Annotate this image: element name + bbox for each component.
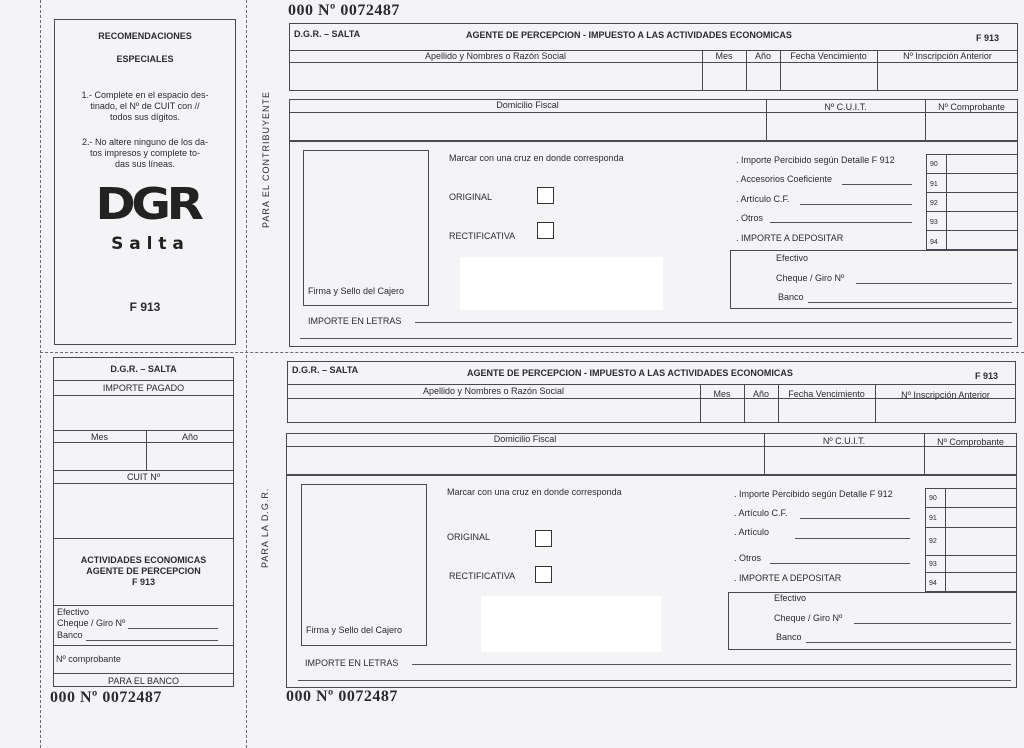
- recommendation-1-line-2: tinado, el Nº de CUIT con //: [90, 101, 200, 111]
- form-2-cheque-field[interactable]: [854, 623, 1011, 624]
- form-2-item-3-label: . Otros: [734, 553, 762, 563]
- form-2-original-label: ORIGINAL: [447, 532, 491, 542]
- form-2-original-checkbox[interactable]: [535, 530, 552, 547]
- form-1-code-1: 91: [930, 181, 938, 188]
- bank-stub-header: D.G.R. – SALTA: [110, 364, 177, 374]
- form-2-side-label: PARA LA D.G.R.: [260, 487, 270, 568]
- form-1-firma-box[interactable]: [303, 150, 429, 306]
- form-2-code-2: 92: [929, 538, 937, 545]
- form-2-rectificativa-checkbox[interactable]: [535, 566, 552, 583]
- perforation-vertical-left: [40, 0, 41, 748]
- form-2-blank-area: [481, 596, 661, 652]
- form-1-col-mes: Mes: [715, 51, 733, 61]
- form-1-col-venc: Fecha Vencimiento: [790, 51, 867, 61]
- form-1-efectivo-label: Efectivo: [776, 253, 809, 263]
- form-1-header-title: AGENTE DE PERCEPCION - IMPUESTO A LAS ACTIVIDADES ECONOMICAS: [466, 30, 792, 40]
- form-1-item-4-label: . IMPORTE A DEPOSITAR: [736, 233, 844, 243]
- stub-efectivo-label: Efectivo: [57, 607, 90, 617]
- form-1-item-0-label: . Importe Percibido según Detalle F 912: [736, 155, 895, 165]
- form-2-code-0: 90: [929, 495, 937, 502]
- recommendations-title: RECOMENDACIONES: [98, 31, 192, 41]
- form-2-item-3-field[interactable]: [770, 563, 910, 564]
- form-2-code-4: 94: [929, 580, 937, 587]
- form-1-rectificativa-checkbox[interactable]: [537, 222, 554, 239]
- stub-actividades-line-1: ACTIVIDADES ECONOMICAS: [80, 555, 207, 565]
- form-2-col-cuit: Nº C.U.I.T.: [822, 436, 866, 446]
- serial-number-bottom-left: 000 Nº 0072487: [50, 689, 162, 706]
- form-1-blank-area: [460, 257, 663, 310]
- perforation-vertical-right: [246, 0, 247, 748]
- form-1-cheque-field[interactable]: [856, 283, 1012, 284]
- dgr-logo-main: DGR: [95, 179, 200, 230]
- stub-anio-label: Año: [181, 432, 198, 442]
- recommendation-2-line-2: tos impresos y complete to-: [89, 148, 201, 158]
- form-1-marcar-label: Marcar con una cruz en donde corresponda: [449, 153, 624, 163]
- recommendation-1-line-1: 1.- Complete en el espacio des-: [81, 90, 209, 100]
- form-2-banco-label: Banco: [776, 632, 802, 642]
- form-1-col-nombre: Apellido y Nombres o Razón Social: [424, 51, 567, 61]
- form-2-firma-box[interactable]: [301, 484, 427, 646]
- form-2-banco-field[interactable]: [806, 642, 1011, 643]
- form-2-item-2-label: . Artículo: [734, 527, 770, 537]
- form-1-item-3-label: . Otros: [736, 213, 764, 223]
- serial-number-bottom-right: 000 Nº 0072487: [286, 688, 398, 705]
- stub-cheque-field[interactable]: [128, 628, 218, 629]
- form-2-col-venc: Fecha Vencimiento: [788, 389, 865, 399]
- form-1-firma-label: Firma y Sello del Cajero: [308, 286, 405, 296]
- form-1-codes-box: [926, 154, 1018, 250]
- form-2-item-2-field[interactable]: [795, 538, 910, 539]
- form-2-importe-letras-label: IMPORTE EN LETRAS: [305, 658, 399, 668]
- form-1-col-insc: Nº Inscripción Anterior: [903, 51, 992, 61]
- form-2-code-3: 93: [929, 561, 937, 568]
- form-1-item-2-field[interactable]: [800, 204, 912, 205]
- form-2-col-domicilio: Domicilio Fiscal: [493, 434, 557, 444]
- stub-banco-label: Banco: [57, 630, 83, 640]
- form-1-code-0: 90: [930, 161, 938, 168]
- form-1-col-cuit: Nº C.U.I.T.: [824, 102, 867, 112]
- stub-comprobante-label: Nº comprobante: [56, 654, 121, 664]
- para-el-banco-label: PARA EL BANCO: [107, 676, 180, 686]
- form-1-item-1-field[interactable]: [842, 184, 912, 185]
- stub-mes-label: Mes: [90, 432, 108, 442]
- stub-cuit-label: CUIT Nº: [126, 472, 161, 482]
- form-2-item-0-label: . Importe Percibido según Detalle F 912: [734, 489, 893, 499]
- form-2-cheque-label: Cheque / Giro Nº: [774, 613, 843, 623]
- form-2-col-nombre: Apellido y Nombres o Razón Social: [422, 386, 565, 396]
- recommendations-subtitle: ESPECIALES: [116, 54, 174, 64]
- form-1-importe-letras-label: IMPORTE EN LETRAS: [308, 316, 402, 326]
- form-2-item-1-field[interactable]: [800, 518, 910, 519]
- stub-form-code: F 913: [129, 300, 161, 314]
- form-2-marcar-label: Marcar con una cruz en donde corresponda: [447, 487, 622, 497]
- form-1-col-anio: Año: [754, 51, 771, 61]
- recommendation-2-line-3: das sus líneas.: [114, 159, 176, 169]
- form-1-cheque-label: Cheque / Giro Nº: [776, 273, 845, 283]
- form-2-header-title: AGENTE DE PERCEPCION - IMPUESTO A LAS ACTIVIDADES ECONOMICAS: [467, 368, 793, 378]
- form-1-payment-box: [730, 250, 1018, 309]
- form-1-importe-letras-field[interactable]: [415, 322, 1012, 323]
- form-2-col-anio: Año: [752, 389, 769, 399]
- form-2-efectivo-label: Efectivo: [774, 593, 807, 603]
- form-2-col-mes: Mes: [713, 389, 731, 399]
- stub-actividades-line-3: F 913: [131, 577, 155, 587]
- form-1-item-1-label: . Accesorios Coeficiente: [736, 174, 833, 184]
- form-1-banco-label: Banco: [778, 292, 804, 302]
- form-2-col-insc: Nº Inscripción Anterior: [901, 390, 990, 400]
- form-2-code-1: 91: [929, 515, 937, 522]
- form-1-header-org: D.G.R. – SALTA: [294, 29, 361, 39]
- form-1-original-label: ORIGINAL: [449, 192, 493, 202]
- form-1-original-checkbox[interactable]: [537, 187, 554, 204]
- stub-banco-field[interactable]: [86, 640, 218, 641]
- stub-actividades-line-2: AGENTE DE PERCEPCION: [86, 566, 201, 576]
- form-2-firma-label: Firma y Sello del Cajero: [306, 625, 403, 635]
- importe-pagado-label: IMPORTE PAGADO: [102, 383, 185, 393]
- serial-number-top: 000 Nº 0072487: [288, 2, 400, 19]
- form-1-code-2: 92: [930, 200, 938, 207]
- form-1-code-3: 93: [930, 219, 938, 226]
- form-1-banco-field[interactable]: [808, 302, 1012, 303]
- form-2-importe-letras-field[interactable]: [412, 664, 1011, 665]
- perforation-horizontal: [40, 352, 1024, 353]
- form-2-rectificativa-label: RECTIFICATIVA: [449, 571, 516, 581]
- form-1-header-code: F 913: [976, 33, 1000, 43]
- form-2-codes-box: [925, 488, 1017, 592]
- form-2-header-code: F 913: [975, 371, 999, 381]
- form-2-item-4-label: . IMPORTE A DEPOSITAR: [734, 573, 842, 583]
- recommendation-2-line-1: 2.- No altere ninguno de los da-: [81, 137, 209, 147]
- dgr-logo-sub: S a l t a: [111, 234, 184, 254]
- form-1-item-3-field[interactable]: [770, 222, 912, 223]
- form-1-rectificativa-label: RECTIFICATIVA: [449, 231, 516, 241]
- form-2-item-1-label: . Artículo C.F.: [734, 508, 788, 518]
- form-1-code-4: 94: [930, 239, 938, 246]
- form-2-col-comprobante: Nº Comprobante: [937, 437, 1004, 447]
- form-1-side-label: PARA EL CONTRIBUYENTE: [261, 90, 271, 228]
- stub-cheque-label: Cheque / Giro Nº: [57, 618, 126, 628]
- form-1-col-domicilio: Domicilio Fiscal: [496, 100, 559, 110]
- form-1-item-2-label: . Artículo C.F.: [736, 194, 790, 204]
- form-2-header-org: D.G.R. – SALTA: [292, 365, 359, 375]
- form-1-col-comprobante: Nº Comprobante: [938, 102, 1005, 112]
- recommendation-1-line-3: todos sus dígitos.: [109, 112, 181, 122]
